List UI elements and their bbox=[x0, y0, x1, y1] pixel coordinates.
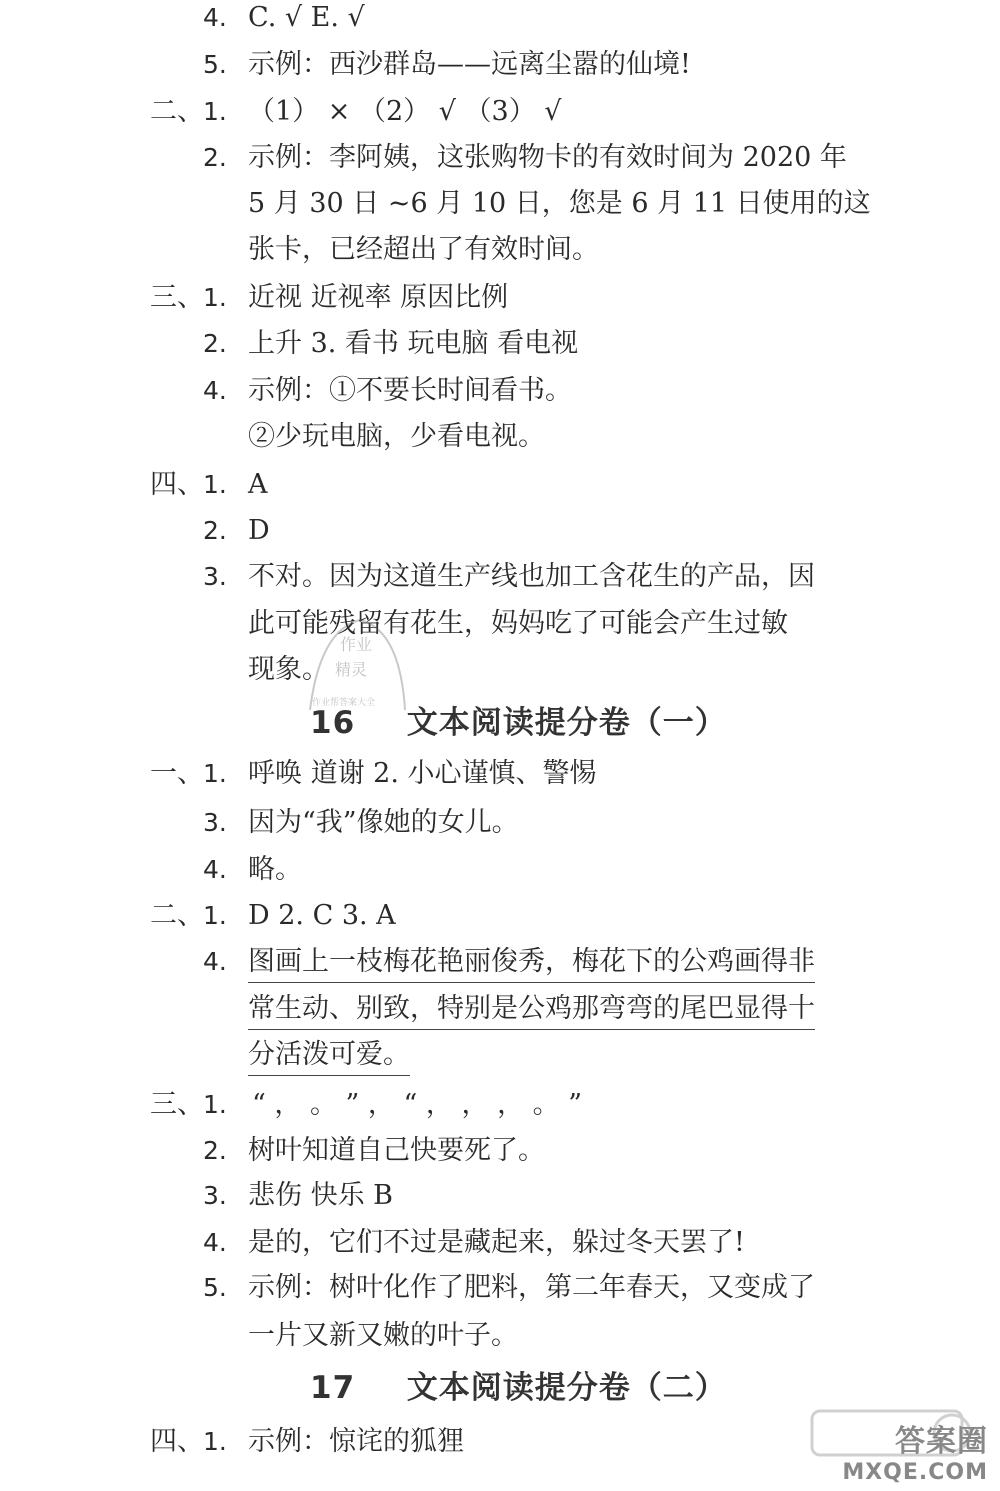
answer-text: 此可能残留有花生，妈妈吃了可能会产生过敏 bbox=[248, 608, 788, 639]
item-number: 1. bbox=[203, 97, 227, 126]
answer-text: 分活泼可爱。 bbox=[248, 1037, 410, 1076]
answer-text: 近视 近视率 原因比例 bbox=[248, 282, 509, 313]
answer-text: 示例：树叶化作了肥料，第二年春天，又变成了 bbox=[248, 1272, 815, 1303]
section-label: 二、 bbox=[150, 900, 204, 931]
answer-text: 树叶知道自己快要死了。 bbox=[248, 1135, 545, 1166]
heading-number: 16 bbox=[310, 705, 356, 741]
answer-text: 示例：①不要长时间看书。 bbox=[248, 375, 572, 406]
item-number: 2. bbox=[203, 143, 227, 172]
item-number: 1. bbox=[203, 1427, 227, 1456]
answer-text: A bbox=[248, 469, 268, 500]
answer-text: D 2. C 3. A bbox=[248, 900, 396, 931]
section-heading bbox=[310, 703, 727, 743]
heading-title: 文本阅读提分卷（二） bbox=[406, 1370, 727, 1406]
item-number: 3. bbox=[203, 808, 227, 837]
item-number: 3. bbox=[203, 562, 227, 591]
answer-text: 一片又新又嫩的叶子。 bbox=[248, 1320, 518, 1351]
section-label: 四、 bbox=[150, 469, 204, 500]
item-number: 1. bbox=[203, 759, 227, 788]
answer-text: D bbox=[248, 515, 270, 546]
answer-text: “ ， 。 ” ， “ ， ， ， 。 ” bbox=[252, 1089, 583, 1120]
item-number: 3. bbox=[203, 1181, 227, 1210]
answer-text: 因为“我”像她的女儿。 bbox=[248, 807, 519, 838]
item-number: 1. bbox=[203, 470, 227, 499]
answer-text: 示例：西沙群岛——远离尘嚣的仙境! bbox=[248, 49, 691, 80]
item-number: 4. bbox=[203, 947, 227, 976]
answer-text: 5 月 30 日 ~6 月 10 日，您是 6 月 11 日使用的这 bbox=[248, 188, 871, 219]
item-number: 5. bbox=[203, 1273, 227, 1302]
answer-text: 示例：李阿姨，这张购物卡的有效时间为 2020 年 bbox=[248, 142, 847, 173]
answer-text: C. √ E. √ bbox=[248, 2, 365, 33]
svg-text:作业: 作业 bbox=[340, 635, 373, 654]
svg-text:作业帮答案大全: 作业帮答案大全 bbox=[312, 698, 376, 708]
watermark-url: MXQE.COM bbox=[842, 1460, 988, 1485]
section-heading bbox=[310, 1368, 727, 1408]
heading-title: 文本阅读提分卷（一） bbox=[406, 705, 727, 741]
item-number: 4. bbox=[203, 3, 227, 32]
watermark-brand: 答案圈 bbox=[895, 1424, 988, 1459]
answer-text: 现象。 bbox=[248, 654, 329, 685]
watermark-text bbox=[842, 1416, 988, 1485]
item-number: 1. bbox=[203, 901, 227, 930]
section-label: 三、 bbox=[150, 1089, 204, 1120]
item-number: 4. bbox=[203, 376, 227, 405]
section-label: 四、 bbox=[150, 1426, 204, 1457]
answer-text: ②少玩电脑，少看电视。 bbox=[248, 421, 545, 452]
answer-text: 常生动、别致，特别是公鸡那弯弯的尾巴显得十 bbox=[248, 991, 815, 1030]
svg-text:精灵: 精灵 bbox=[335, 660, 368, 679]
answer-text: 呼唤 道谢 2. 小心谨慎、警惕 bbox=[248, 758, 597, 789]
item-number: 5. bbox=[203, 50, 227, 79]
item-number: 2. bbox=[203, 516, 227, 545]
item-number: 1. bbox=[203, 283, 227, 312]
section-label: 三、 bbox=[150, 282, 204, 313]
answer-text: 略。 bbox=[248, 854, 302, 885]
section-label: 一、 bbox=[150, 758, 204, 789]
answer-text: 是的，它们不过是藏起来，躲过冬天罢了! bbox=[248, 1227, 745, 1258]
answer-text: 不对。因为这道生产线也加工含花生的产品，因 bbox=[248, 561, 815, 592]
item-number: 4. bbox=[203, 1228, 227, 1257]
answer-text: 图画上一枝梅花艳丽俊秀，梅花下的公鸡画得非 bbox=[248, 944, 815, 983]
item-number: 1. bbox=[203, 1090, 227, 1119]
answer-text: 示例：惊诧的狐狸 bbox=[248, 1426, 464, 1457]
heading-number: 17 bbox=[310, 1370, 356, 1406]
item-number: 2. bbox=[203, 329, 227, 358]
answer-text: 悲伤 快乐 B bbox=[248, 1180, 394, 1211]
item-number: 4. bbox=[203, 855, 227, 884]
answer-text: 张卡，已经超出了有效时间。 bbox=[248, 234, 599, 265]
item-number: 2. bbox=[203, 1136, 227, 1165]
answer-text: 上升 3. 看书 玩电脑 看电视 bbox=[248, 328, 579, 359]
section-label: 二、 bbox=[150, 96, 204, 127]
answer-text: （1） × （2） √ （3） √ bbox=[248, 96, 562, 127]
